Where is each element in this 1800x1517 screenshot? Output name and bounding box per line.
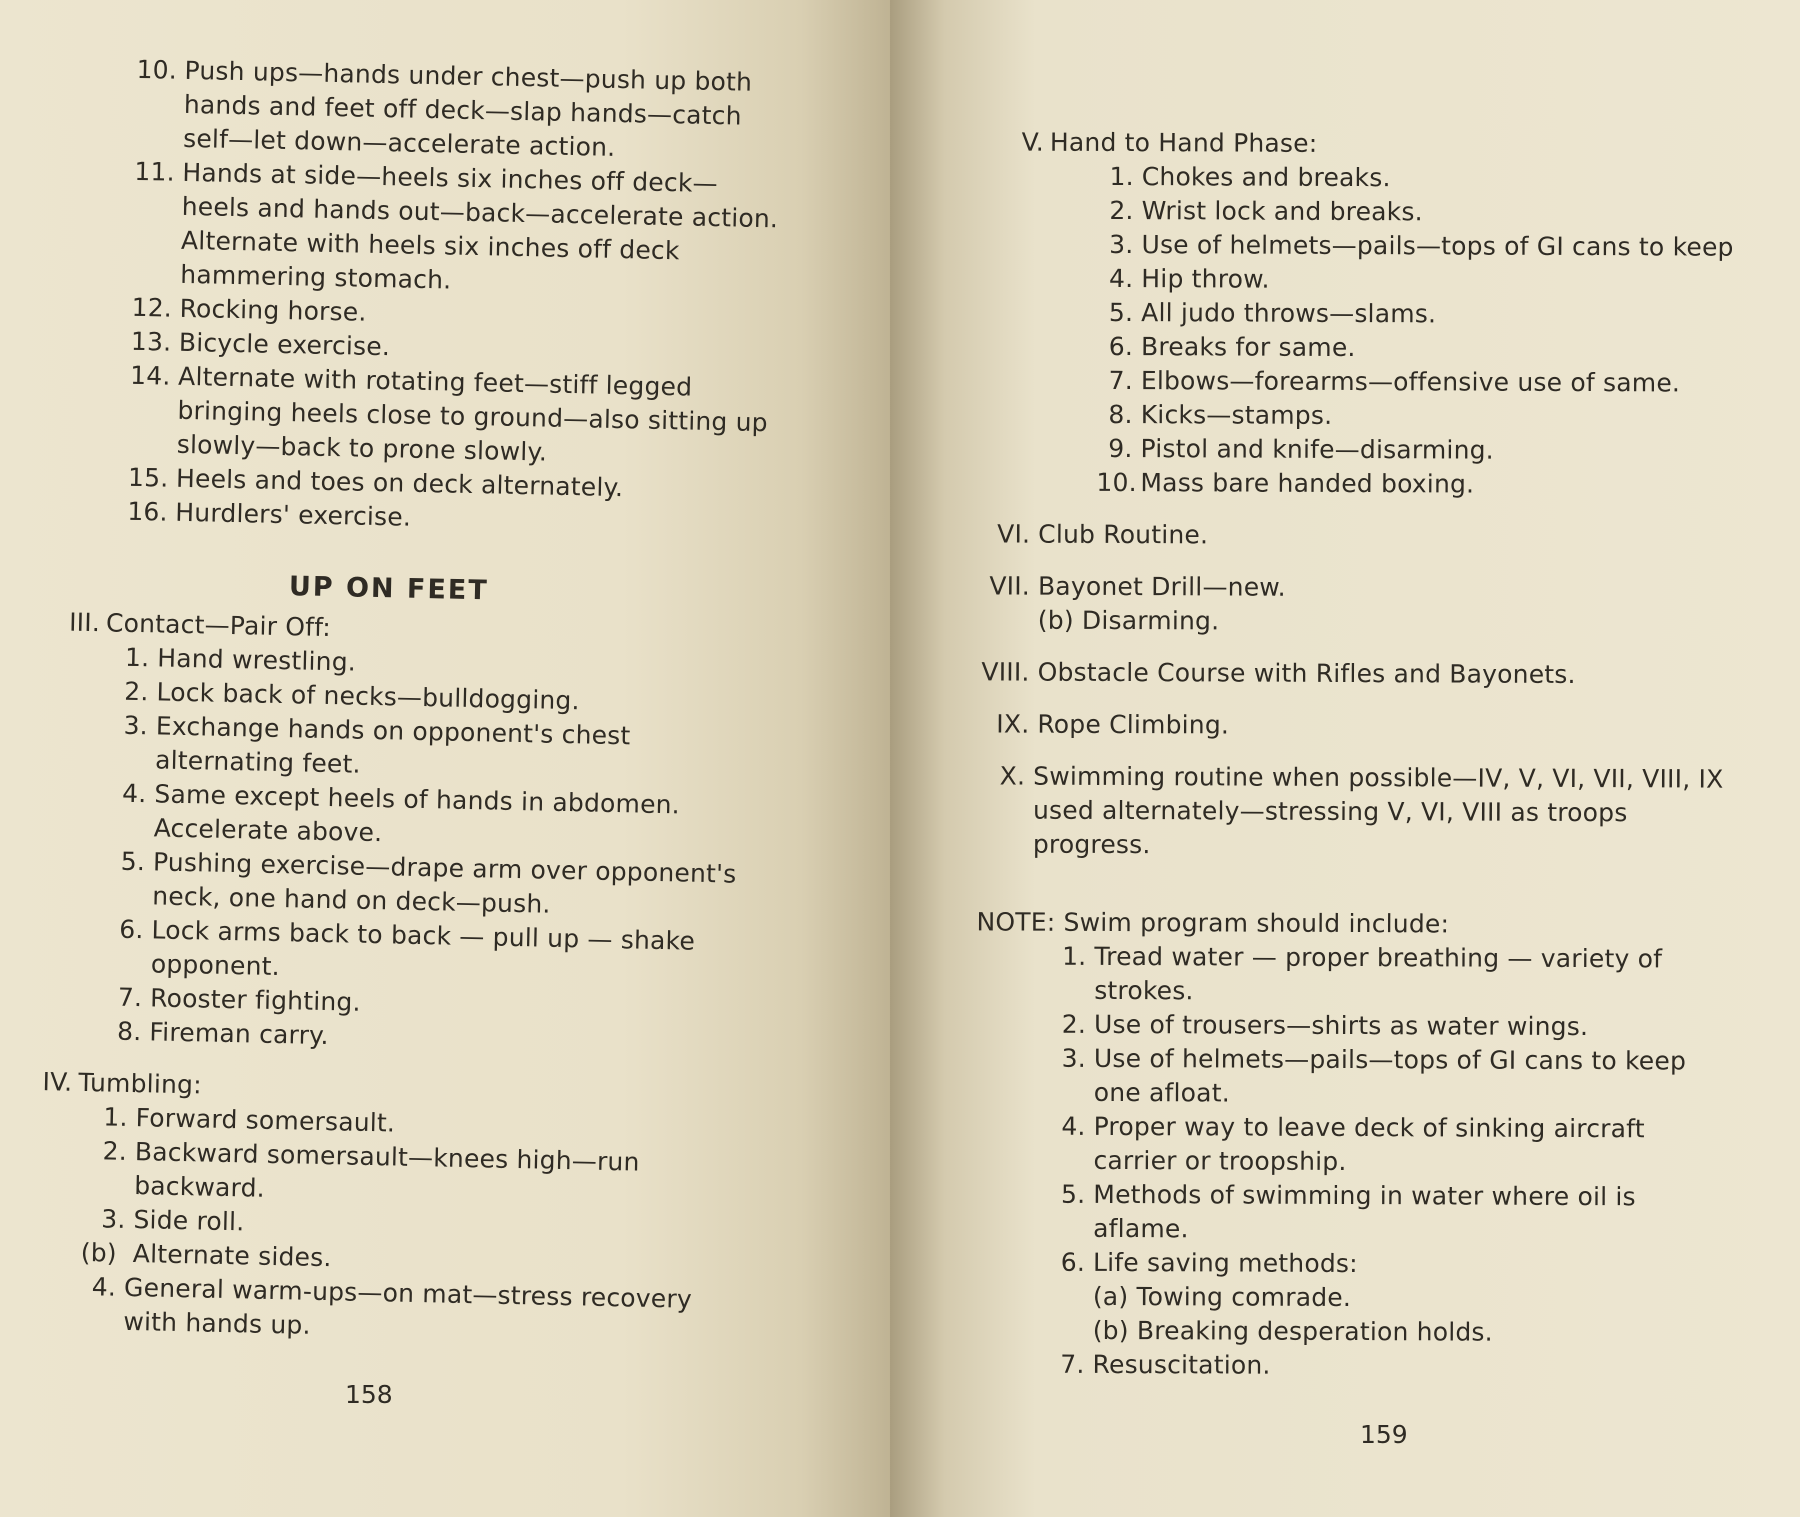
- list-item: [91, 1271, 724, 1352]
- item-number: 1.: [1109, 161, 1134, 192]
- note-title-text: Swim program should include:: [1063, 907, 1450, 939]
- item-text: Life saving methods:: [1092, 1247, 1358, 1279]
- item-number: 4.: [121, 778, 147, 809]
- section-number: IV.: [42, 1067, 73, 1097]
- item-number: 3.: [100, 1204, 126, 1234]
- section-title: [1021, 126, 1750, 163]
- note-title: [976, 905, 1756, 942]
- section-title-text: Obstacle Course with Rifles and Bayonets.: [1037, 657, 1576, 689]
- note-label: NOTE:: [976, 907, 1056, 937]
- list-item: [1108, 296, 1761, 333]
- list-item: [1061, 1178, 1733, 1249]
- section-number: X.: [999, 761, 1026, 791]
- list-item: [123, 709, 756, 790]
- item-number: 4.: [1109, 263, 1134, 294]
- item-number: (b): [1092, 1315, 1129, 1346]
- item-text: Wrist lock and breaks.: [1141, 196, 1423, 227]
- item-text: Mass bare handed boxing.: [1140, 468, 1475, 499]
- list-item: [1109, 228, 1761, 265]
- item-number: 1.: [1062, 941, 1087, 971]
- item-text: Towing comrade.: [1136, 1282, 1352, 1313]
- item-number: 5.: [1108, 297, 1134, 328]
- section-vii: [888, 569, 1768, 641]
- item-number: 3.: [123, 710, 149, 741]
- list-item: [1093, 1314, 1733, 1351]
- item-number: 2.: [102, 1136, 128, 1166]
- list-item: [1108, 398, 1761, 435]
- section-number: VIII.: [981, 657, 1030, 687]
- item-text: Proper way to leave deck of sinking aircraft carrier or troopship.: [1093, 1111, 1645, 1177]
- item-text: Exchange hands on opponent's chest alternating feet.: [154, 711, 631, 779]
- item-number: 10.: [136, 54, 178, 85]
- item-text: Hurdlers' exercise.: [175, 497, 412, 532]
- item-number: 7.: [1108, 365, 1133, 396]
- item-text: Same except heels of hands in abdomen. Accelerate above.: [153, 779, 681, 848]
- section-number: V.: [1021, 127, 1044, 157]
- item-number: 16.: [127, 496, 169, 527]
- section-number: III.: [68, 607, 101, 638]
- section-ix: [996, 708, 1757, 745]
- list-item: [1108, 432, 1761, 469]
- list-item: [102, 1135, 735, 1216]
- item-text: Methods of swimming in water where oil is aflame.: [1093, 1179, 1636, 1244]
- item-number: 6.: [1060, 1247, 1086, 1277]
- list-item: [1062, 940, 1734, 1011]
- item-text: Use of helmets—pails—tops of GI cans to keep: [1141, 230, 1734, 262]
- exercise-list: [0, 50, 800, 543]
- item-text: Forward somersault.: [135, 1103, 396, 1138]
- list-item: [1038, 604, 1758, 641]
- section-title-text: Hand to Hand Phase:: [1049, 127, 1318, 158]
- item-number: 2.: [124, 676, 149, 707]
- item-number: 11.: [134, 156, 176, 187]
- section-title-text: Contact—Pair Off:: [105, 608, 332, 643]
- item-text: General warm-ups—on mat—stress recovery with hands up.: [123, 1272, 693, 1340]
- section-x: [999, 760, 1733, 865]
- list-item: [1096, 466, 1760, 503]
- list-item: [121, 777, 754, 858]
- item-text: (b) Disarming.: [1037, 605, 1220, 636]
- list-item: [1108, 330, 1761, 367]
- list-item: [134, 156, 783, 305]
- list-item: [136, 54, 785, 169]
- item-number: 4.: [91, 1272, 117, 1302]
- item-text: Hands at side—heels six inches off deck—heels and hands out—back—accelerate action. Alternate with heels six inches off deck hammering stomach.: [180, 157, 779, 295]
- list-item: [1061, 1042, 1734, 1113]
- item-number: 13.: [130, 326, 172, 357]
- item-number: 6.: [1108, 331, 1134, 362]
- item-text: Heels and toes on deck alternately.: [175, 463, 624, 503]
- section-title-text: Rope Climbing.: [1037, 709, 1230, 740]
- item-text: Elbows—forearms—offensive use of same.: [1140, 366, 1681, 398]
- item-number: 6.: [119, 914, 144, 945]
- item-number: 4.: [1061, 1111, 1086, 1141]
- section-vi: [997, 518, 1758, 555]
- list-item: [1061, 1110, 1733, 1181]
- list-item: [1109, 194, 1762, 231]
- page-number: 159: [1360, 1420, 1408, 1449]
- item-text: Breaking desperation holds.: [1136, 1316, 1493, 1347]
- item-text: Fireman carry.: [149, 1017, 329, 1051]
- section-title-text: Bayonet Drill—new.: [1037, 571, 1286, 602]
- section-title-text: Tumbling:: [78, 1067, 203, 1100]
- list-item: [119, 913, 752, 994]
- note-block: [885, 905, 1767, 1385]
- item-text: All judo throws—slams.: [1141, 298, 1437, 329]
- item-text: Resuscitation.: [1092, 1349, 1271, 1380]
- item-text: Push ups—hands under chest—push up both hands and feet off deck—slap hands—catch self—let down—accelerate action.: [182, 55, 753, 162]
- list-item: [1061, 1008, 1734, 1045]
- left-page-content: [0, 50, 800, 1352]
- item-text: Rooster fighting.: [149, 983, 361, 1017]
- item-number: 1.: [124, 642, 150, 673]
- item-number: 3.: [1061, 1043, 1086, 1073]
- right-page: [890, 0, 1800, 1517]
- list-item: [129, 360, 778, 475]
- item-number: 3.: [1109, 229, 1134, 260]
- item-text: Hand wrestling.: [156, 643, 357, 677]
- item-number: 2.: [1109, 195, 1134, 226]
- list-item: [1060, 1348, 1733, 1385]
- item-text: Bicycle exercise.: [178, 327, 391, 362]
- item-number: 8.: [1108, 399, 1133, 430]
- right-page-content: [885, 125, 1770, 1385]
- item-number: 14.: [129, 360, 171, 391]
- item-number: 2.: [1061, 1009, 1087, 1039]
- list-item: [1093, 1280, 1733, 1317]
- item-text: Kicks—stamps.: [1140, 400, 1333, 430]
- item-text: Use of helmets—pails—tops of GI cans to keep one afloat.: [1093, 1043, 1687, 1108]
- item-number: (b): [80, 1237, 118, 1268]
- item-number: 9.: [1108, 433, 1133, 464]
- item-text: Tread water — proper breathing — variety of strokes.: [1094, 941, 1663, 1006]
- list-item: [1109, 160, 1762, 197]
- section-title-text: Club Routine.: [1038, 519, 1209, 550]
- section-number: VI.: [997, 519, 1031, 549]
- item-text: Pushing exercise—drape arm over opponent's neck, one hand on deck—push.: [152, 847, 737, 919]
- item-text: Lock back of necks—bulldogging.: [156, 677, 580, 716]
- item-text: Alternate sides.: [132, 1239, 332, 1273]
- item-text: Lock arms back to back — pull up — shake opponent.: [150, 915, 696, 982]
- section-number: VII.: [989, 571, 1031, 601]
- list-item: [1060, 1246, 1733, 1283]
- list-item: [120, 845, 753, 926]
- item-text: Rocking horse.: [179, 293, 367, 327]
- item-number: 7.: [1060, 1349, 1085, 1379]
- list-item: [1108, 364, 1761, 401]
- page-number: 158: [345, 1380, 393, 1409]
- item-text: Backward somersault—knees high—run backward.: [133, 1137, 640, 1203]
- section-heading: UP ON FEET: [288, 571, 490, 607]
- item-text: Use of trousers—shirts as water wings.: [1094, 1009, 1589, 1042]
- section-title: [989, 570, 1758, 607]
- item-number: 5.: [1061, 1179, 1086, 1209]
- item-text: Breaks for same.: [1140, 332, 1356, 363]
- section-v: [888, 125, 1770, 503]
- section-title-text: Swimming routine when possible—IV, V, VI, VII, VIII, IX used alternately—stressing V, VI, VIII as troops progress.: [1032, 761, 1724, 860]
- section-iv: [0, 1064, 779, 1353]
- left-page: [0, 0, 890, 1517]
- item-number: 1.: [103, 1102, 128, 1132]
- item-number: 5.: [120, 846, 146, 877]
- item-number: 7.: [117, 982, 143, 1013]
- item-number: 8.: [116, 1016, 142, 1047]
- item-text: Pistol and knife—disarming.: [1140, 434, 1494, 465]
- item-text: Side roll.: [133, 1205, 245, 1237]
- item-text: Chokes and breaks.: [1141, 162, 1391, 193]
- section-iii: [0, 604, 788, 1063]
- section-viii: [981, 656, 1758, 693]
- item-number: 15.: [127, 462, 169, 493]
- list-item: [1109, 262, 1761, 299]
- item-number: 10.: [1096, 467, 1137, 498]
- item-number: (a): [1092, 1281, 1129, 1312]
- item-text: Hip throw.: [1141, 264, 1270, 294]
- section-number: IX.: [996, 709, 1030, 739]
- item-text: Alternate with rotating feet—stiff legged bringing heels close to ground—also sitting up slowly—back to prone slowly.: [176, 361, 769, 467]
- item-number: 12.: [131, 292, 173, 323]
